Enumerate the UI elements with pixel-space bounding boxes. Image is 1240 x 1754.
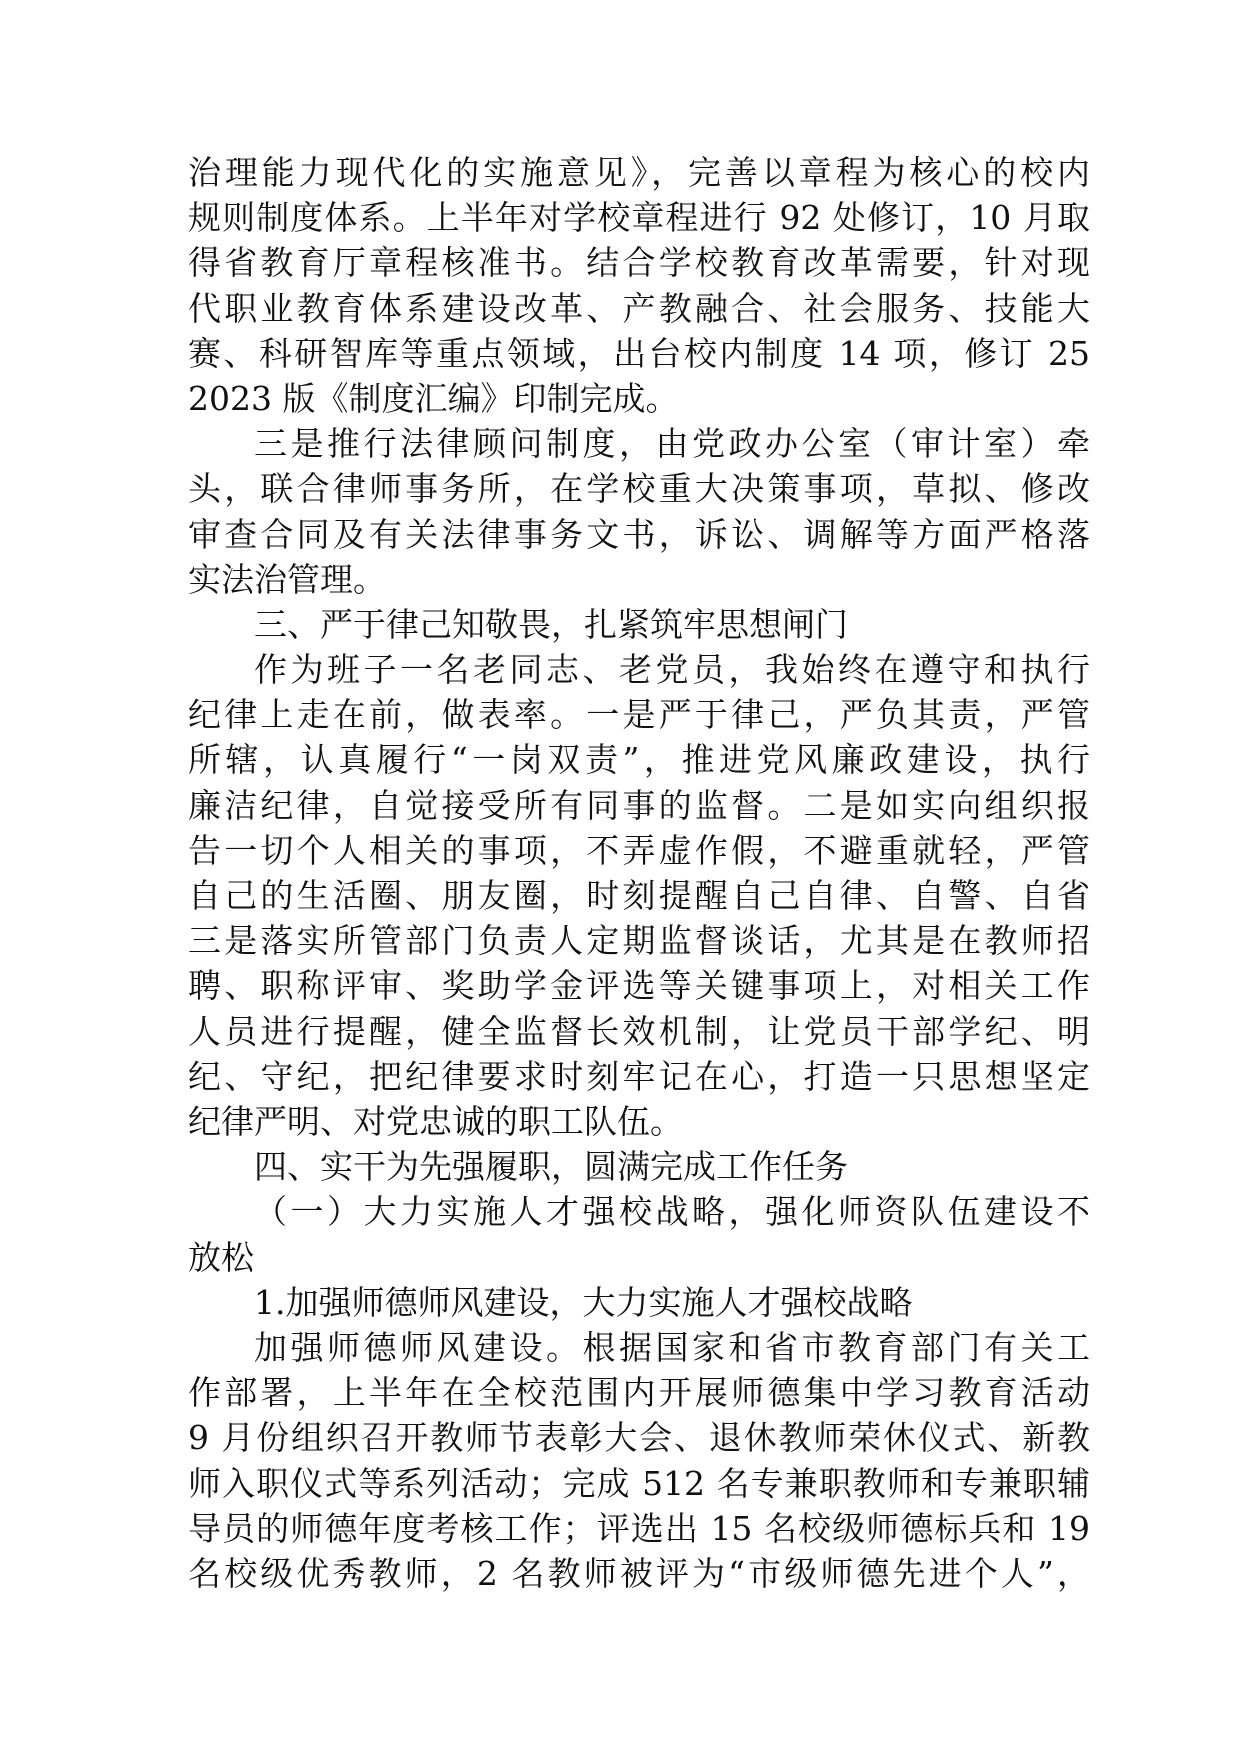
text-line: 告一切个人相关的事项，不弄虚作假，不避重就轻，严管 xyxy=(188,830,1090,870)
text-line: 审查合同及有关法律事务文书，诉讼、调解等方面严格落 xyxy=(188,514,1090,554)
section-heading: 三、严于律己知敬畏，扎紧筑牢思想闸门 xyxy=(254,604,848,644)
text-line: 纪、守纪，把纪律要求时刻牢记在心，打造一只思想坚定 xyxy=(188,1056,1090,1096)
text-line: 作部署，上半年在全校范围内开展师德集中学习教育活动 xyxy=(188,1373,1090,1413)
text-line: 师入职仪式等系列活动；完成 512 名专兼职教师和专兼职辅 xyxy=(188,1463,1090,1503)
subsection-heading-continued: 放松 xyxy=(188,1237,254,1277)
text-line: 三是落实所管部门负责人定期监督谈话，尤其是在教师招 xyxy=(188,921,1090,961)
text-line: 规则制度体系。上半年对学校章程进行 92 处修订，10 月取 xyxy=(188,198,1090,238)
text-line: 赛、科研智库等重点领域，出台校内制度 14 项，修订 25 xyxy=(188,333,1090,373)
item-heading: 1.加强师德师风建设，大力实施人才强校战略 xyxy=(254,1282,913,1322)
document-page xyxy=(188,150,1090,1596)
text-line: 导员的师德年度考核工作；评选出 15 名校级师德标兵和 19 xyxy=(188,1508,1090,1548)
text-line: 名校级优秀教师，2 名教师被评为“市级师德先进个人”， xyxy=(188,1553,1090,1593)
text-line: 实法治管理。 xyxy=(188,559,386,599)
text-line: 三是推行法律顾问制度，由党政办公室（审计室）牵 xyxy=(254,424,1090,464)
subsection-heading: （一）大力实施人才强校战略，强化师资队伍建设不 xyxy=(254,1192,1090,1232)
text-line: 2023 版《制度汇编》印制完成。 xyxy=(188,378,679,418)
text-line: 治理能力现代化的实施意见》，完善以章程为核心的校内 xyxy=(188,153,1090,192)
text-line: 9 月份组织召开教师节表彰大会、退休教师荣休仪式、新教 xyxy=(188,1418,1090,1458)
text-line: 作为班子一名老同志、老党员，我始终在遵守和执行 xyxy=(254,650,1090,690)
text-line: 纪律上走在前，做表率。一是严于律己，严负其责，严管 xyxy=(188,695,1090,735)
text-line: 人员进行提醒，健全监督长效机制，让党员干部学纪、明 xyxy=(188,1011,1090,1051)
text-line: 代职业教育体系建设改革、产教融合、社会服务、技能大 xyxy=(188,288,1090,328)
text-line: 所辖，认真履行“一岗双责”，推进党风廉政建设，执行 xyxy=(188,740,1090,780)
text-line: 聘、职称评审、奖助学金评选等关键事项上，对相关工作 xyxy=(188,966,1090,1006)
text-line: 纪律严明、对党忠诚的职工队伍。 xyxy=(188,1101,683,1141)
text-line: 廉洁纪律，自觉接受所有同事的监督。二是如实向组织报 xyxy=(188,785,1090,825)
text-line: 自己的生活圈、朋友圈，时刻提醒自己自律、自警、自省 xyxy=(188,876,1090,916)
text-line: 加强师德师风建设。根据国家和省市教育部门有关工 xyxy=(254,1327,1090,1367)
text-line: 得省教育厅章程核准书。结合学校教育改革需要，针对现 xyxy=(188,243,1090,283)
section-heading: 四、实干为先强履职，圆满完成工作任务 xyxy=(254,1147,848,1187)
text-line: 头，联合律师事务所，在学校重大决策事项，草拟、修改 xyxy=(188,469,1090,509)
